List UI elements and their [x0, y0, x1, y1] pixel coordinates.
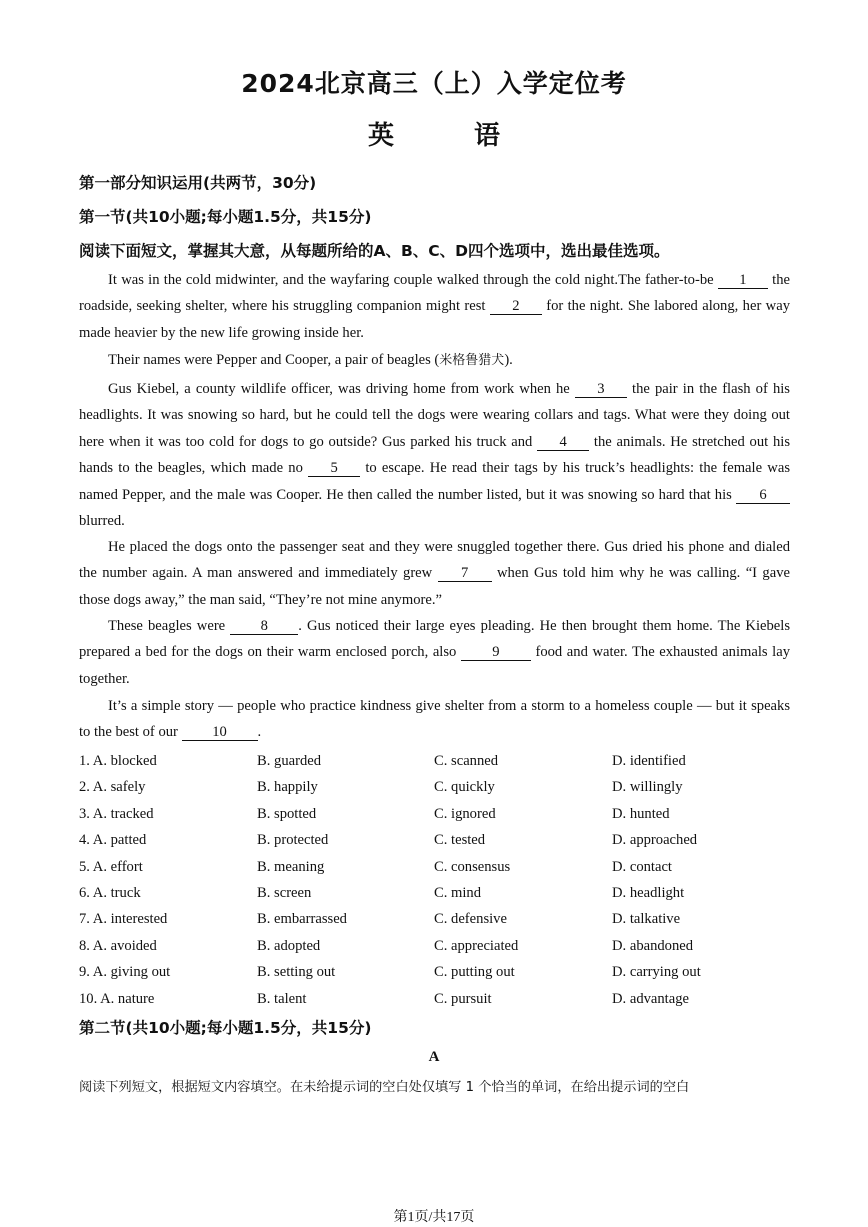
options-table — [79, 748, 790, 1012]
text-run: the pair in the flash of his headlights. It was snowing so hard, but he could tell the dogs were wearing collars and tags. What were they doing out here when it was too cold for dogs to go outside? Gus parked his truck and — [79, 381, 790, 450]
option-a: 4. A. patted — [79, 832, 147, 849]
text-run: . — [257, 724, 262, 741]
option-a: 3. A. tracked — [79, 805, 154, 822]
option-b: B. adopted — [257, 937, 321, 954]
section1-instruction: 阅读下面短文，掌握其大意，从每题所给的A、B、C、D四个选项中，选出最佳选项。 — [79, 242, 670, 260]
option-b: B. happily — [257, 779, 318, 796]
blank-8: 8 — [230, 619, 298, 635]
option-d: D. talkative — [612, 911, 681, 928]
blank-5: 5 — [308, 461, 360, 477]
option-d: D. contact — [612, 858, 672, 875]
option-d: D. headlight — [612, 884, 685, 901]
option-b: B. protected — [257, 832, 329, 849]
passage-paragraph-4 — [79, 534, 790, 613]
section1-heading: 第一节(共10小题;每小题1.5分，共15分) — [79, 208, 372, 226]
option-a: 8. A. avoided — [79, 937, 157, 954]
option-row — [79, 880, 790, 906]
text-run: the roadside, seeking shelter, where his struggling companion might rest — [79, 272, 790, 315]
option-row — [79, 774, 790, 800]
option-row — [79, 748, 790, 774]
option-d: D. hunted — [612, 805, 670, 822]
option-b: B. screen — [257, 884, 312, 901]
option-b: B. embarrassed — [257, 911, 347, 928]
text-run: the animals. He stretched out his hands to the beagles, which made no — [79, 433, 790, 477]
section2-instruction: 阅读下列短文，根据短文内容填空。在未给提示词的空白处仅填写 1 个恰当的单词，在给出提示词的空白 — [79, 1080, 690, 1095]
option-d: D. carrying out — [612, 964, 701, 981]
option-c: C. tested — [434, 832, 486, 849]
passage-paragraph-3 — [79, 376, 790, 534]
option-row — [79, 906, 790, 932]
option-d: D. advantage — [612, 990, 689, 1007]
option-c: C. appreciated — [434, 937, 519, 954]
blank-10: 10 — [182, 725, 258, 741]
option-c: C. pursuit — [434, 990, 492, 1007]
text-run: blurred. — [79, 513, 125, 530]
option-d: D. approached — [612, 832, 698, 849]
option-row — [79, 986, 790, 1012]
text-run: to escape. He read their tags by his truck’s headlights: the female was named Pepper, and the male was Cooper. He then called the number listed, but it was snowing so hard that his — [79, 460, 790, 503]
exam-title: 2024北京高三（上）入学定位考 — [241, 69, 627, 98]
subject-title — [0, 115, 868, 152]
blank-4: 4 — [537, 435, 589, 451]
option-d: D. willingly — [612, 779, 683, 796]
option-a: 10. A. nature — [79, 990, 155, 1007]
option-c: C. mind — [434, 884, 482, 901]
passage-paragraph-1 — [79, 267, 790, 346]
blank-3: 3 — [575, 382, 627, 398]
option-row — [79, 801, 790, 827]
text-run: He placed the dogs onto the passenger seat and they were snuggled together there. Gus dried his phone and dialed the number again. A man answered and immediately grew — [79, 539, 790, 582]
option-a: 9. A. giving out — [79, 964, 171, 981]
option-a: 5. A. effort — [79, 858, 143, 875]
option-a: 2. A. safely — [79, 779, 146, 796]
option-b: B. talent — [257, 990, 307, 1007]
option-a: 6. A. truck — [79, 884, 141, 901]
option-b: B. spotted — [257, 805, 317, 822]
option-row — [79, 959, 790, 985]
text-run: for the night. She labored along, her way made heavier by the new life growing inside her. — [79, 298, 790, 341]
option-c: C. putting out — [434, 964, 515, 981]
section2-heading: 第二节(共10小题;每小题1.5分，共15分) — [79, 1019, 372, 1037]
option-row — [79, 827, 790, 853]
blank-9: 9 — [461, 645, 531, 661]
option-b: B. guarded — [257, 753, 322, 769]
text-run: food and water. The exhausted animals lay together. — [79, 644, 790, 687]
option-c: C. quickly — [434, 779, 495, 796]
text-run: These beagles were — [108, 618, 231, 634]
text-run: It’s a simple story — people who practice kindness give shelter from a storm to a homeless couple — but it speaks to the best of our — [79, 698, 790, 741]
passage-paragraph-2 — [79, 347, 790, 374]
passage-paragraph-6 — [79, 693, 790, 746]
subject-char-1: 英 — [367, 121, 394, 151]
part1-heading: 第一部分知识运用(共两节，30分) — [79, 174, 317, 192]
passage-a-label: A — [428, 1049, 440, 1065]
option-d: D. abandoned — [612, 937, 694, 954]
option-a: 7. A. interested — [79, 911, 168, 928]
blank-7: 7 — [438, 566, 492, 582]
option-row — [79, 854, 790, 880]
option-c: C. ignored — [434, 805, 496, 822]
option-d: D. identified — [612, 753, 686, 769]
page-number: 第1页/共17页 — [393, 1210, 475, 1225]
blank-2: 2 — [490, 299, 542, 315]
text-run: Their names were Pepper and Cooper, a pair of beagles ( — [108, 352, 440, 368]
text-run: It was in the cold midwinter, and the wayfaring couple walked through the cold night.The father-to-be — [108, 272, 718, 288]
text-run: . Gus noticed their large eyes pleading. He then brought them home. The Kiebels prepared a bed for the dogs on their warm enclosed porch, also — [79, 618, 791, 661]
option-b: B. setting out — [257, 964, 336, 981]
text-run: when Gus told him why he was calling. “I gave those dogs away,” the man said, “They’re not mine anymore.” — [79, 565, 790, 608]
option-row — [79, 933, 790, 959]
chinese-annotation: 米格鲁猎犬 — [439, 353, 505, 368]
blank-1: 1 — [718, 273, 768, 289]
text-run: ). — [504, 352, 513, 368]
option-c: C. defensive — [434, 911, 507, 928]
option-a: 1. A. blocked — [79, 753, 157, 769]
option-c: C. scanned — [434, 753, 499, 769]
blank-6: 6 — [736, 488, 790, 504]
option-c: C. consensus — [434, 858, 511, 875]
option-b: B. meaning — [257, 858, 325, 875]
text-run: Gus Kiebel, a county wildlife officer, was driving home from work when he — [108, 381, 575, 397]
passage-paragraph-5 — [79, 613, 790, 692]
subject-char-2: 语 — [474, 121, 501, 151]
